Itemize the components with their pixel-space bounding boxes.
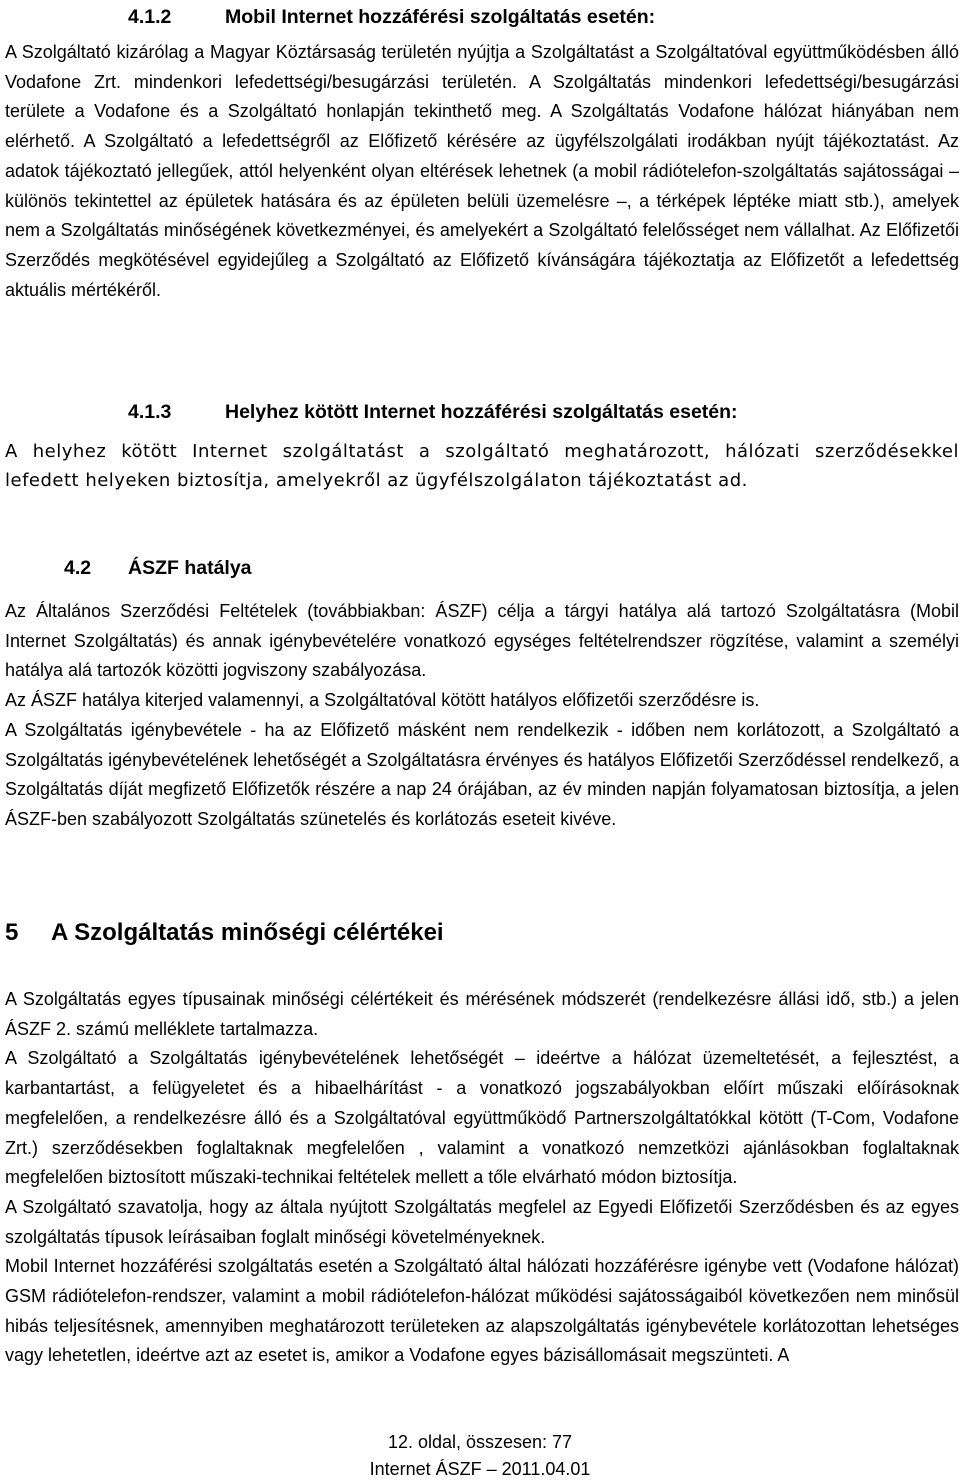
section-4-2-heading xyxy=(64,557,252,580)
paragraph: Az Általános Szerződési Feltételek (továbbiakban: ÁSZF) célja a tárgyi hatálya alá tartozó Szolgáltatásra (Mobil Internet Szolgáltatás) és annak igénybevételére vonatkozó egységes feltételrendszer rögzítése, valamint a személyi hatálya alá tartozók közötti jogviszony szabályozása. xyxy=(5,601,959,681)
section-5-body xyxy=(5,985,959,1371)
paragraph: A Szolgáltatás igénybevétele - ha az Előfizető másként nem rendelkezik - időben nem korlátozott, a Szolgáltató a Szolgáltatás igénybevételének lehetőségét a Szolgáltatásra érvényes és hatályos Előfizetői Szerződéssel rendelkező, a Szolgáltatás díját megfizető Előfizetők részére a nap 24 órájában, az év minden napján folyamatosan biztosítja, a jelen ÁSZF-ben szabályozott Szolgáltatás szünetelés és korlátozás eseteit kivéve. xyxy=(5,719,959,829)
section-4-1-3-heading xyxy=(128,401,738,424)
paragraph: A Szolgáltató kizárólag a Magyar Köztársaság területén nyújtja a Szolgáltatást a Szolgáltatóval együttműködésben álló Vodafone Zrt. mindenkori lefedettségi/besugárzási területén. A Szolgáltatás mindenkori lefedettségi/besugárzási területe a Vodafone és a Szolgáltató honlapján tekinthető meg. A Szolgáltatás Vodafone hálózat hiányában nem elérhető. A Szolgáltató a lefedettségről az Előfizető kérésére az ügyfélszolgálati irodákban nyújt tájékoztatást. Az adatok tájékoztató jellegűek, attól helyenként olyan eltérések lehetnek (a mobil rádiótelefon-szolgáltatás sajátosságai – különös tekintettel az épületek hatására és az épületen belüli üzemelésre –, a térképek léptéke miatt stb.), amelyek nem a Szolgáltatás minőségének következményei, és amelyekért a Szolgáltató felelősséget nem vállalhat. Az Előfizetői Szerződés megkötésével egyidejűleg a Szolgáltató az Előfizető kívánságára tájékoztatja az Előfizetőt a lefedettség aktuális mértékéről. xyxy=(5,42,959,300)
paragraph: Mobil Internet hozzáférési szolgáltatás esetén a Szolgáltató által hálózati hozzáférésre igénybe vett (Vodafone hálózat) GSM rádiótelefon-rendszer, valamint a mobil rádiótelefon-hálózat működési sajátosságaiból következően nem minősül hibás teljesítésnek, amennyiben meghatározott területeken az alapszolgáltatás igénybevétele korlátozottan lehetséges vagy lehetetlen, ideértve azt az esetet is, amikor a Vodafone egyes bázisállomásait megszünteti. A xyxy=(5,1256,959,1366)
section-number: 4.1.2 xyxy=(128,6,172,28)
paragraph: A Szolgáltató a Szolgáltatás igénybevételének lehetőségét – ideértve a hálózat üzemeltetését, a fejlesztést, a karbantartást, a felügyeletet és a hibaelhárítást - a vonatkozó jogszabályokban előírt műszaki előírásoknak megfelelően, a rendelkezésre álló és a Szolgáltatóval együttműködő Partnerszolgáltatókkal kötött (T-Com, Vodafone Zrt.) szerződésekben foglaltaknak megfelelően , valamint a vonatkozó nemzetközi ajánlásokban foglaltaknak megfelelően biztosított műszaki-technikai feltételek mellett a tőle elvárható módon biztosítja. xyxy=(5,1048,959,1188)
section-number: 4.2 xyxy=(64,557,92,579)
section-title: ÁSZF hatálya xyxy=(128,557,252,579)
section-5-heading xyxy=(5,919,444,947)
section-4-1-2-heading xyxy=(128,6,655,29)
section-4-1-2-body xyxy=(5,38,959,305)
paragraph: A Szolgáltatás egyes típusainak minőségi célértékeit és mérésének módszerét (rendelkezésre állási idő, stb.) a jelen ÁSZF 2. számú melléklete tartalmazza. xyxy=(5,989,959,1039)
document-id: Internet ÁSZF – 2011.04.01 xyxy=(369,1459,591,1479)
section-title: Helyhez kötött Internet hozzáférési szolgáltatás esetén: xyxy=(225,401,738,423)
paragraph: Az ÁSZF hatálya kiterjed valamennyi, a Szolgáltatóval kötött hatályos előfizetői szerződésre is. xyxy=(5,690,760,711)
section-title: Mobil Internet hozzáférési szolgáltatás esetén: xyxy=(225,6,656,28)
paragraph: A Szolgáltató szavatolja, hogy az általa nyújtott Szolgáltatás megfelel az Egyedi Előfizetői Szerződésben és az egyes szolgáltatás típusok leírásaiban foglalt minőségi követelményeknek. xyxy=(5,1196,959,1247)
paragraph: A helyhez kötött Internet szolgáltatást a szolgáltató meghatározott, hálózati szerződésekkel lefedett helyeken biztosítja, amelyekről az ügyfélszolgálaton tájékoztatást ad. xyxy=(5,441,959,491)
page-number: 12. oldal, összesen: 77 xyxy=(387,1432,573,1452)
section-number: 5 xyxy=(5,919,19,946)
section-4-1-3-body xyxy=(5,437,959,495)
section-4-2-body xyxy=(5,597,959,835)
section-number: 4.1.3 xyxy=(128,401,172,423)
section-title: A Szolgáltatás minőségi célértékei xyxy=(51,919,444,946)
